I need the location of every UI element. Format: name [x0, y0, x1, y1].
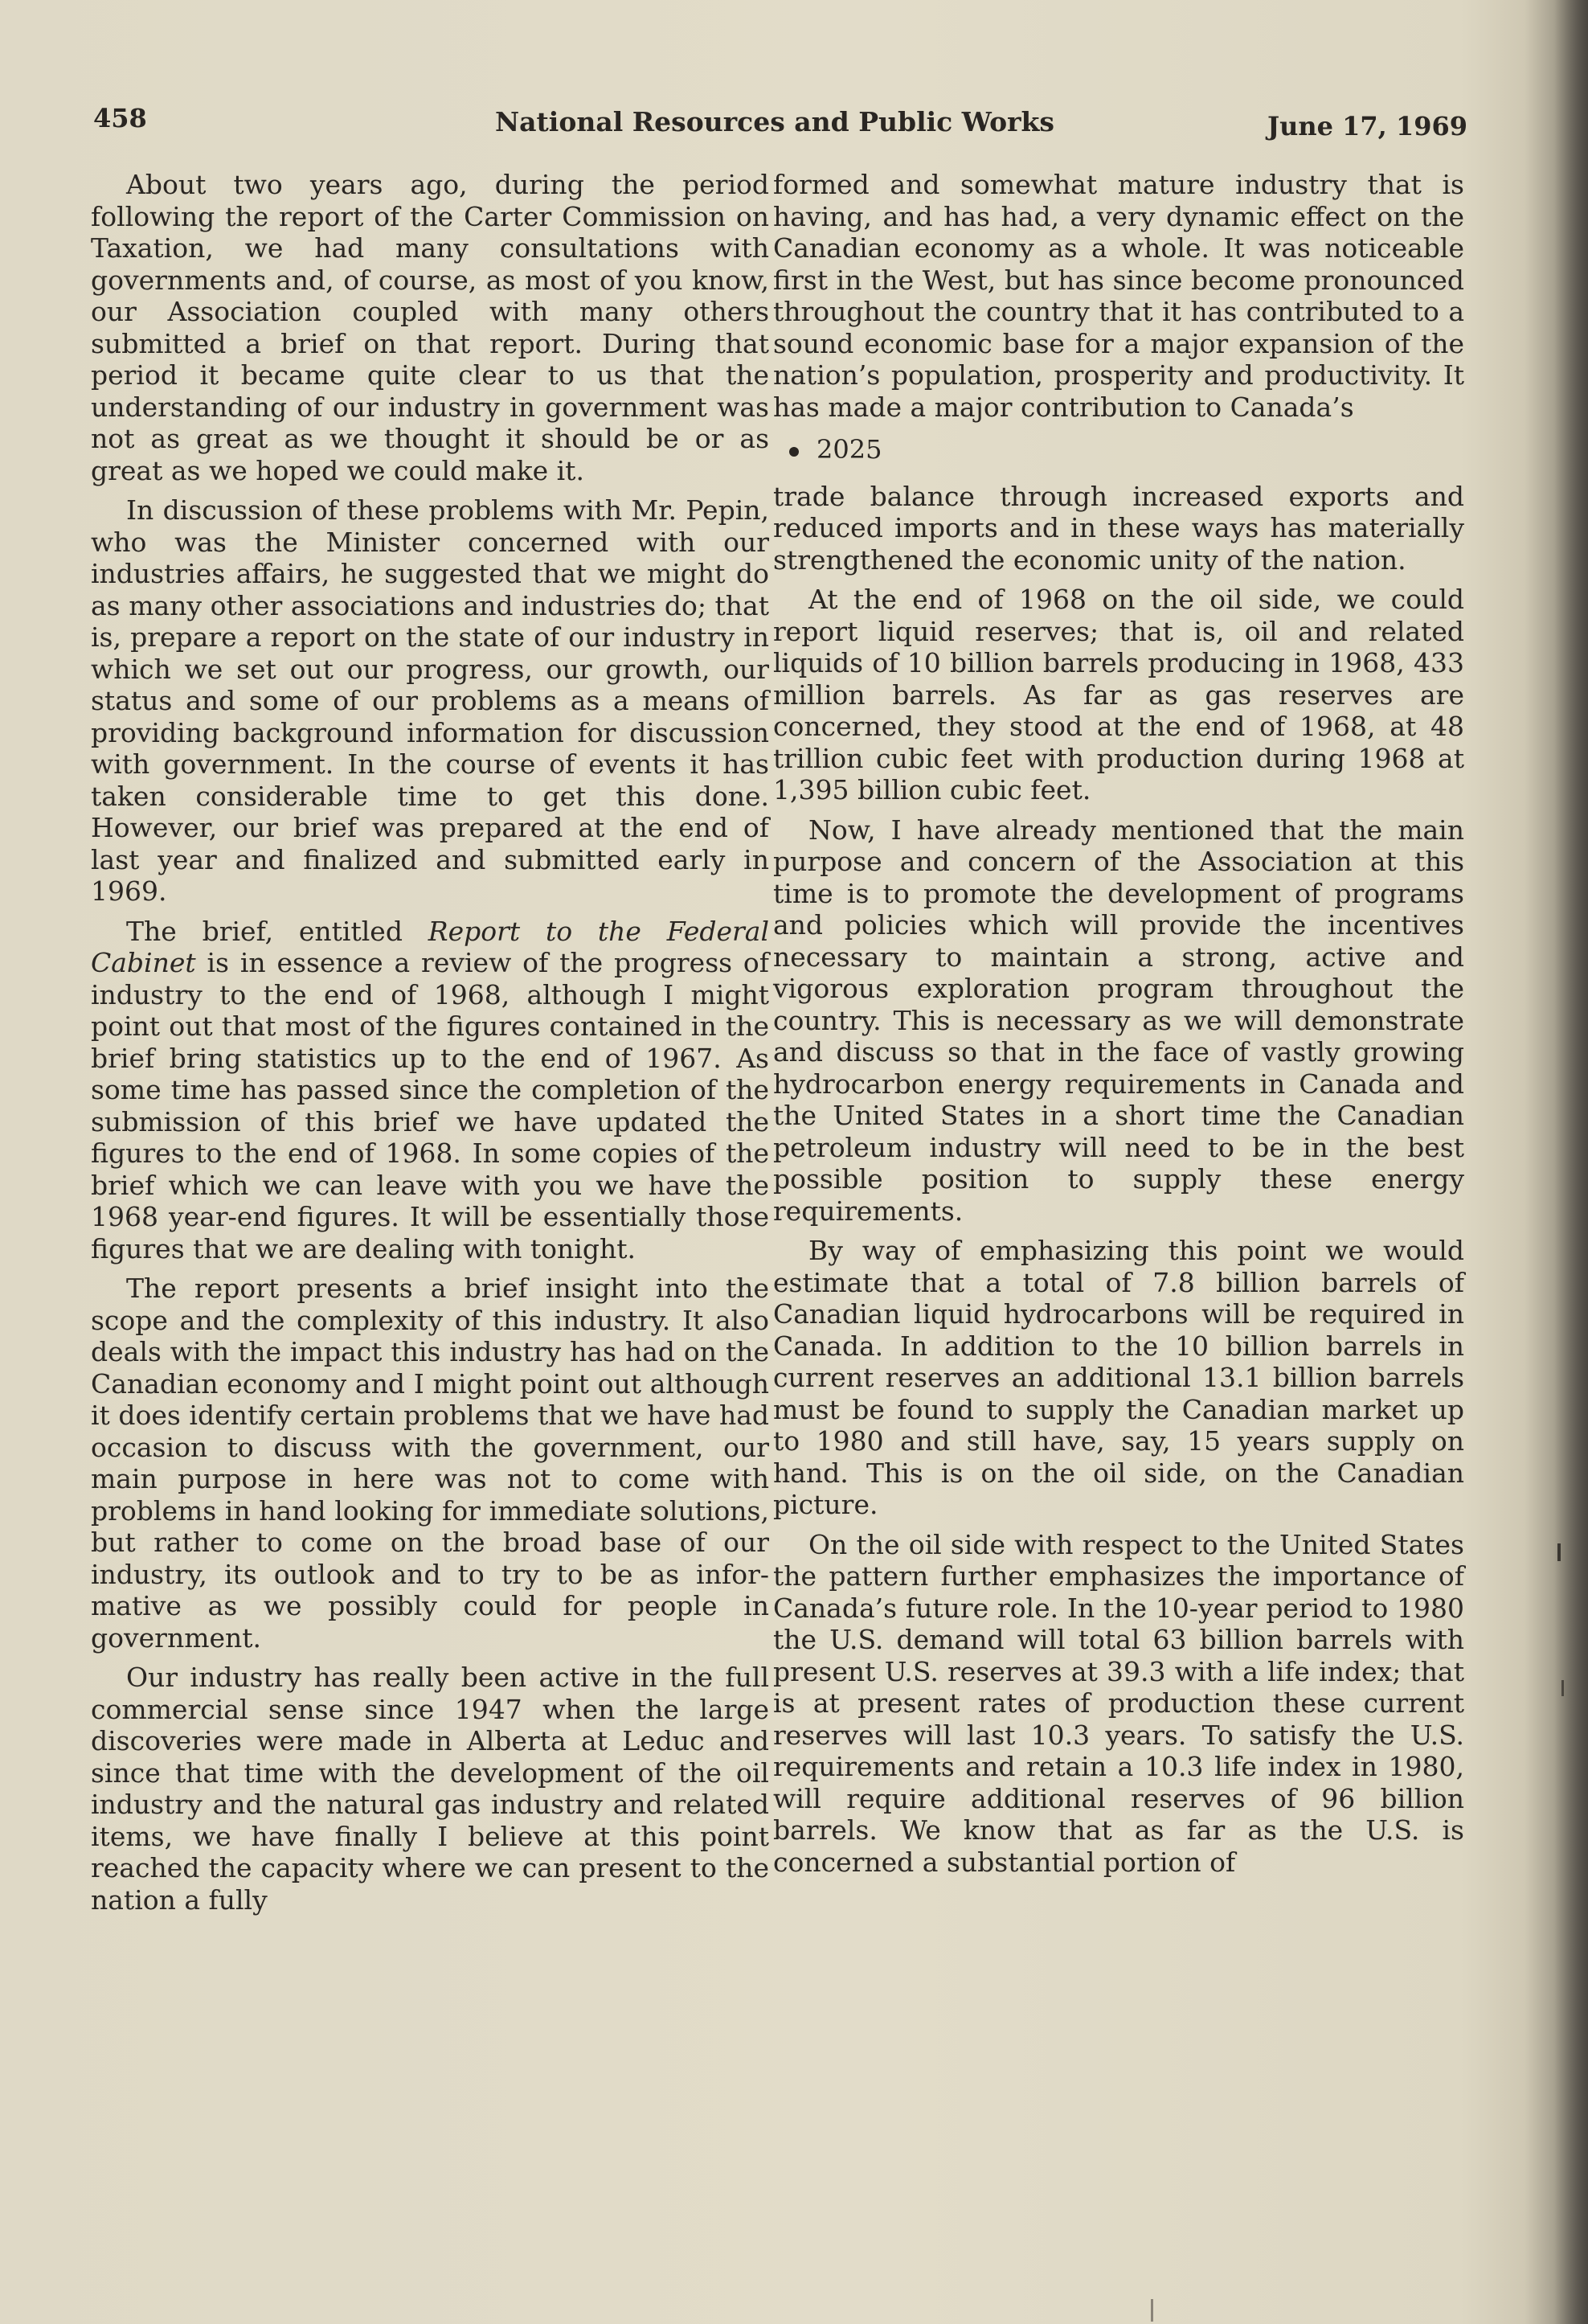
edge-mark: [1561, 1680, 1564, 1696]
paragraph: The report presents a brief insight into the scope and the complexity of this industry. It also deals with the impact this industry has had on the Canadian economy and I might point out although it does identify certain problems that we have had occasion to discuss with the government, our main purpose in here was not to come with problems in hand looking for immediate solutions, but rather to come on the broad base of our industry, its outlook and to try to be as informative as we possibly could for people in government.: [91, 1273, 769, 1654]
brief-title-italic: Report to the Federal Cabinet: [91, 915, 770, 978]
edge-mark: [1151, 2299, 1153, 2322]
paragraph-text: is in essence a review of the progress of industry to the end of 1968, although I might point out that most of the figures contained in the brief bring statistics up to the end of 1967. As some time has passed since the completion of the submission of this brief we have updated the figures to the end of 1968. In some copies of the brief which we can leave with you we have the 1968 year-end figures. It will be essentially those figures that we are dealing with tonight.: [91, 947, 769, 1264]
paragraph: Our industry has really been active in the full commercial sense since 1947 when the large discoveries were made in Alberta at Leduc and since that time with the development of the oil industry and the natural gas industry and related items, we have finally I believe at this point reached the capacity where we can present to the nation a fully: [91, 1662, 769, 1916]
paragraph: Now, I have already mentioned that the main purpose and concern of the Association at this time is to promote the development of programs and policies which will provide the incentives necessary to maintain a strong, active and vigorous exploration program throughout the country. This is necessary as we will demonstrate and discuss so that in the face of vastly growing hydrocarbon energy requirements in Canada and the United States in a short time the Canadian petroleum industry will need to be in the best possible position to supply these energy requirements.: [773, 814, 1464, 1227]
edge-mark: [1557, 1543, 1561, 1561]
paragraph: About two years ago, during the period following the report of the Carter Commission on Taxation, we had many consultations with governments and, of course, as most of you know, our Association coupled with many others submitted a brief on that report. During that period it became quite clear to us that the understanding of our industry in government was not as great as we thought it should be or as great as we hoped we could make it.: [91, 169, 769, 486]
right-column: [773, 169, 1464, 1886]
paragraph-brief-title: [91, 916, 769, 1265]
time-marker-label: 2025: [817, 434, 882, 465]
paragraph: At the end of 1968 on the oil side, we could report liquid reserves; that is, oil and related liquids of 10 billion barrels producing in 1968, 433 million barrels. As far as gas reserves are concerned, they stood at the end of 1968, at 48 trillion cubic feet with production during 1968 at 1,395 billion cubic feet.: [773, 584, 1464, 805]
paragraph: By way of emphasizing this point we would estimate that a total of 7.8 billion barrels of Canadian liquid hydrocarbons will be required in Canada. In addition to the 10 billion barrels in current reserves an additional 13.1 billion barrels must be found to supply the Canadian market up to 1980 and still have, say, 15 years supply on hand. This is on the oil side, on the Canadian picture.: [773, 1235, 1464, 1520]
time-marker: [789, 434, 1464, 466]
left-column: [91, 169, 769, 1924]
paragraph: In discussion of these problems with Mr. Pepin, who was the Minister concerned with our industries affairs, he suggested that we might do as many other associations and industries do; that is, prepare a report on the state of our industry in which we set out our progress, our growth, our status and some of our problems as a means of providing background information for discussion with government. In the course of events it has taken considerable time to get this done. However, our brief was prepared at the end of last year and finalized and submitted early in 1969.: [91, 494, 769, 907]
bullet-icon: [789, 447, 799, 457]
paragraph-text: The brief, entitled: [126, 915, 428, 947]
header-date: June 17, 1969: [1267, 111, 1467, 141]
page-header: [93, 103, 1467, 143]
paragraph: On the oil side with respect to the United States the pattern further emphasizes the importance of Canada’s future role. In the 10-year period to 1980 the U.S. demand will total 63 billion barrels with present U.S. reserves at 39.3 with a life index; that is at present rates of production these current reserves will last 10.3 years. To satisfy the U.S. requirements and retain a 10.3 life index in 1980, will require additional reserves of 96 billion barrels. We know that as far as the U.S. is concerned a substantial portion of: [773, 1528, 1464, 1878]
paragraph: trade balance through increased exports and reduced imports and in these ways has materially strengthened the economic unity of the nation.: [773, 480, 1464, 576]
page-number: 458: [93, 103, 147, 133]
paragraph-continued: formed and somewhat mature industry that is having, and has had, a very dynamic effect on the Canadian economy as a whole. It was noticeable first in the West, but has since become pronounced throughout the country that it has contributed to a sound economic base for a major expansion of the nation’s population, prosperity and productivity. It has made a major contribution to Canada’s: [773, 169, 1464, 423]
running-title: National Resources and Public Works: [495, 106, 1054, 137]
book-spine-shadow: [1554, 0, 1588, 2324]
